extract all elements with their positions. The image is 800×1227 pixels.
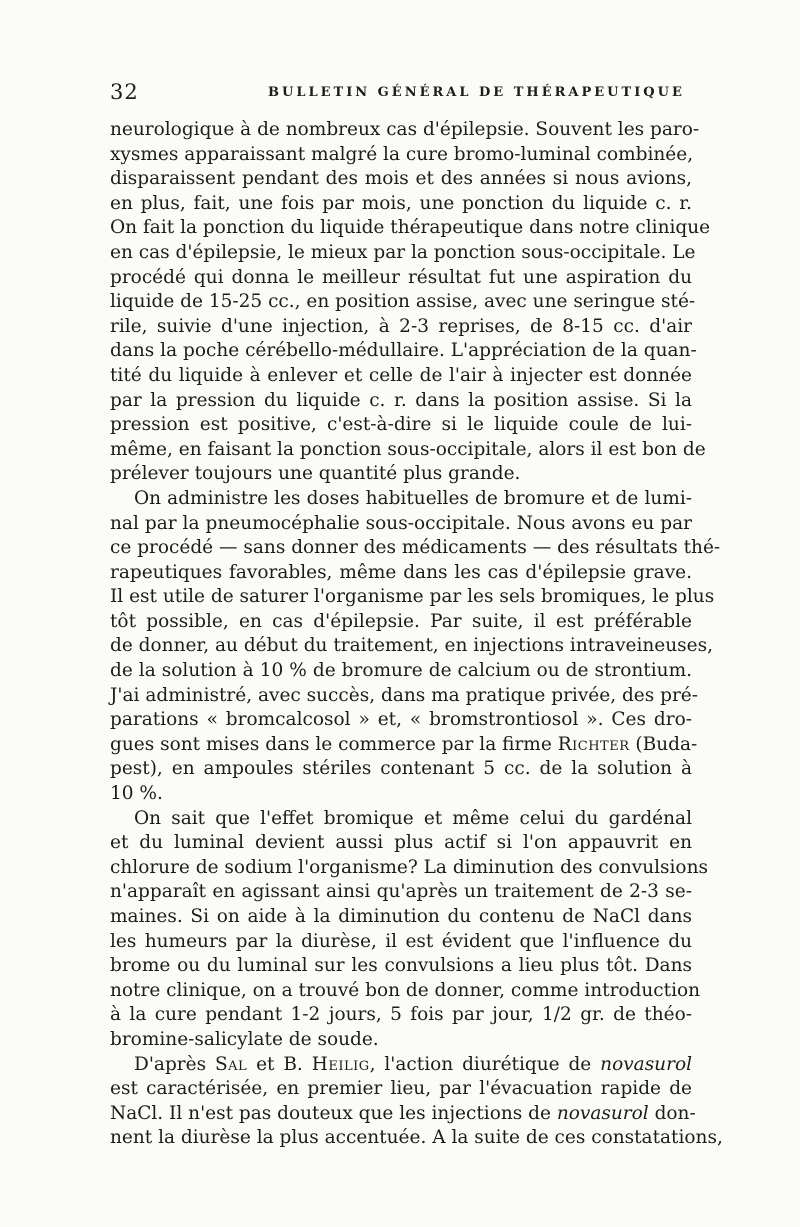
- text-line: est caractérisée, en premier lieu, par l'évacuation rapide de: [110, 1078, 692, 1100]
- text-line: On sait que l'effet bromique et même celui du gardénal: [134, 807, 692, 829]
- text-line: pest), en ampoules stériles contenant 5 cc. de la solution à: [110, 758, 692, 780]
- text-fragment: (Buda-: [635, 733, 698, 755]
- text-line-richter: [110, 733, 698, 758]
- running-header: [110, 80, 692, 108]
- text-line: brome ou du luminal sur les convulsions a lieu plus tôt. Dans: [110, 955, 692, 977]
- text-line: tôt possible, en cas d'épilepsie. Par suite, il est préférable: [110, 610, 692, 632]
- text-line: 10 %.: [110, 783, 163, 805]
- text-line: de donner, au début du traitement, en injections intraveineuses,: [110, 635, 713, 657]
- text-line: procédé qui donna le meilleur résultat fut une aspiration du: [110, 266, 692, 288]
- text-line: prélever toujours une quantité plus grande.: [110, 463, 521, 485]
- text-line: n'apparaît en agissant ainsi qu'après un traitement de 2-3 se-: [110, 881, 692, 903]
- text-line: en cas d'épilepsie, le mieux par la ponction sous-occipitale. Le: [110, 241, 696, 263]
- text-line: à la cure pendant 1-2 jours, 5 fois par jour, 1/2 gr. de théo-: [110, 1004, 692, 1026]
- text-fragment: don-: [654, 1102, 696, 1124]
- running-title: BULLETIN GÉNÉRAL DE THÉRAPEUTIQUE: [268, 85, 685, 100]
- text-line: pression est positive, c'est-à-dire si le liquide coule de lui-: [110, 414, 692, 436]
- author-name-heilig: Heilig: [311, 1053, 370, 1075]
- text-line: notre clinique, on a trouvé bon de donner, comme introduction: [110, 979, 701, 1001]
- text-line-authors: [110, 1053, 692, 1078]
- text-line: Il est utile de saturer l'organisme par les sels bromiques, le plus: [110, 586, 715, 608]
- paragraph-2: [110, 487, 721, 807]
- paragraph-3: [110, 807, 708, 1053]
- text-line: J'ai administré, avec succès, dans ma pratique privée, des pré-: [110, 684, 699, 706]
- drug-name-novasurol: novasurol: [600, 1053, 692, 1075]
- text-line: en plus, fait, une fois par mois, une ponction du liquide c. r.: [110, 192, 692, 214]
- text-line: disparaissent pendant des mois et des années si nous avions,: [110, 168, 692, 190]
- text-fragment: , l'action diurétique de: [369, 1053, 592, 1075]
- text-line: parations « bromcalcosol » et, « bromstrontiosol ». Ces dro-: [110, 709, 692, 731]
- text-line: liquide de 15-25 cc., en position assise, avec une seringue sté-: [110, 291, 696, 313]
- author-name-sal: Sal: [214, 1053, 248, 1075]
- drug-name-novasurol: novasurol: [556, 1102, 649, 1124]
- text-line: ce procédé — sans donner des médicaments — des résultats thé-: [110, 537, 721, 559]
- paragraph-1: [110, 118, 711, 487]
- text-line: rapeutiques favorables, même dans les cas d'épilepsie grave.: [110, 561, 692, 583]
- text-fragment: NaCl. Il n'est pas douteux que les injections de: [110, 1102, 551, 1124]
- text-fragment: et B.: [256, 1053, 303, 1075]
- page-number: 32: [110, 80, 139, 104]
- text-line: nent la diurèse la plus accentuée. A la suite de ces constatations,: [110, 1127, 723, 1149]
- body-text: [110, 118, 723, 1151]
- text-line: et du luminal devient aussi plus actif si l'on appauvrit en: [110, 832, 692, 854]
- text-line: nal par la pneumocéphalie sous-occipitale. Nous avons eu par: [110, 512, 692, 534]
- text-line: dans la poche cérébello-médullaire. L'appréciation de la quan-: [110, 340, 697, 362]
- text-line: neurologique à de nombreux cas d'épilepsie. Souvent les paro-: [110, 119, 700, 140]
- text-line: bromine-salicylate de soude.: [110, 1028, 379, 1050]
- text-line: par la pression du liquide c. r. dans la position assise. Si la: [110, 389, 692, 411]
- text-fragment: D'après: [134, 1053, 207, 1075]
- text-line: On administre les doses habituelles de bromure et de lumi-: [134, 487, 692, 509]
- text-line: même, en faisant la ponction sous-occipitale, alors il est bon de: [110, 438, 706, 460]
- text-line: maines. Si on aide à la diminution du contenu de NaCl dans: [110, 906, 692, 927]
- text-line: On fait la ponction du liquide thérapeutique dans notre clinique: [110, 217, 711, 239]
- text-line-novasurol: [110, 1102, 696, 1127]
- text-fragment: gues sont mises dans le commerce par la firme: [110, 733, 552, 755]
- text-line: rile, suivie d'une injection, à 2-3 reprises, de 8-15 cc. d'air: [110, 315, 692, 337]
- text-line: de la solution à 10 % de bromure de calcium ou de strontium.: [110, 660, 692, 682]
- text-line: les humeurs par la diurèse, il est évident que l'influence du: [110, 930, 692, 952]
- text-line: tité du liquide à enlever et celle de l'air à injecter est donnée: [110, 364, 692, 386]
- text-line: chlorure de sodium l'organisme? La diminution des convulsions: [110, 856, 708, 878]
- paragraph-4: [110, 1053, 723, 1151]
- author-name-richter: Richter: [557, 733, 630, 755]
- text-line: xysmes apparaissant malgré la cure bromo-luminal combinée,: [110, 143, 694, 165]
